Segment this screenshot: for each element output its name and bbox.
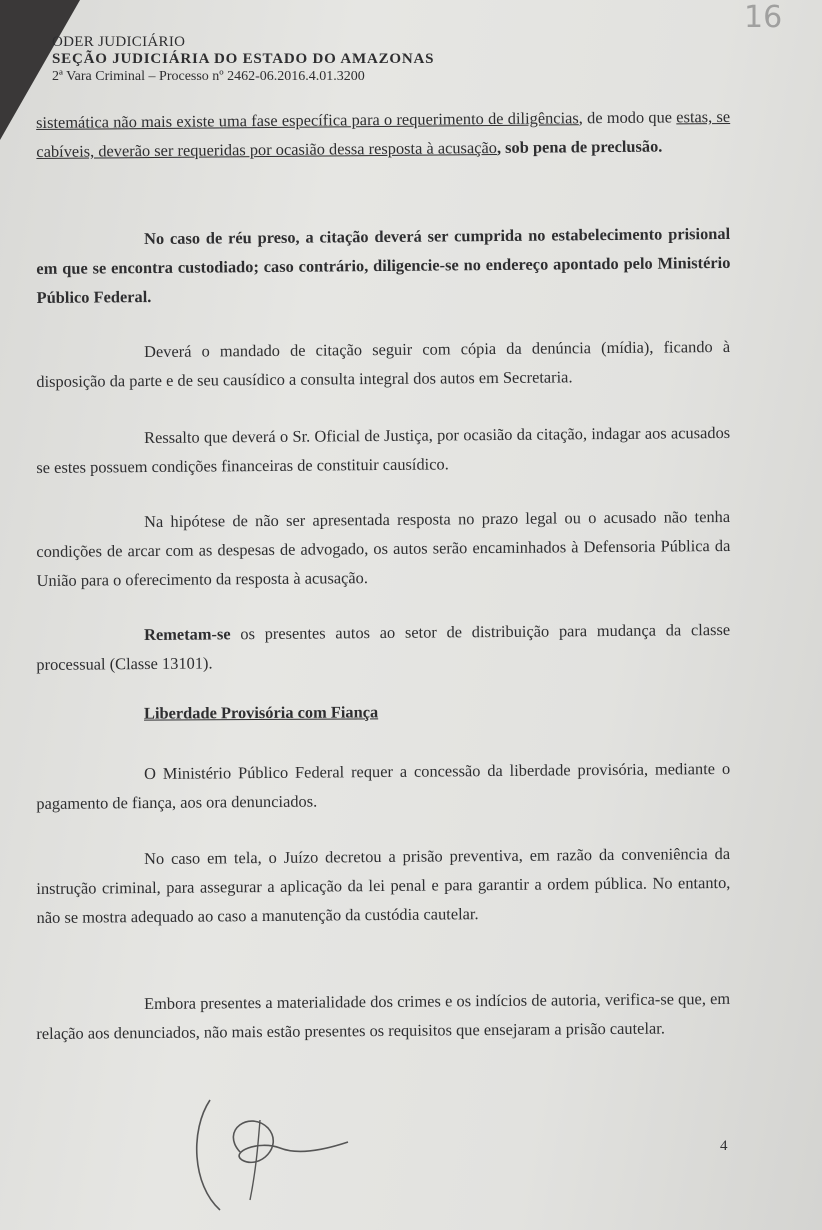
p8-text: No caso em tela, o Juízo decretou a prisão preventiva, em razão da conveniência da instrução criminal, para assegurar a aplicação da lei penal e para garantir a ordem pública. No entanto, não se mostra adequado ao caso a manutenção da custódia cautelar. (36, 843, 731, 927)
header-line-3: 2ª Vara Criminal – Processo nº 2462-06.2016.4.01.3200 (52, 68, 365, 84)
paragraph-2 (36, 219, 731, 312)
paragraph-9 (36, 984, 730, 1048)
handwritten-signature (180, 1090, 360, 1220)
header-line-1: ODER JUDICIÁRIO (52, 34, 186, 50)
p3-text: Deverá o mandado de citação seguir com cópia da denúncia (mídia), ficando à disposição da parte e de seu causídico a consulta integral dos autos em Secretaria. (36, 336, 731, 391)
p1-underlined-b: estas, se cabíveis, deverão ser requeridas por ocasião dessa resposta à acusação (36, 106, 731, 161)
p7-text: O Ministério Público Federal requer a concessão da liberdade provisória, mediante o pagamento de fiança, aos ora denunciados. (36, 758, 731, 813)
paragraph-3 (36, 332, 730, 396)
page-number: 4 (720, 1138, 728, 1154)
paragraph-7 (36, 754, 730, 818)
paragraph-6 (36, 615, 730, 679)
p2-text: No caso de réu preso, a citação deverá ser cumprida no estabelecimento prisional em que se encontra custodiado; caso contrário, diligencie-se no endereço apontado pelo Ministério Público Federal. (36, 223, 731, 307)
document-header (52, 34, 434, 85)
p1-underlined-a: sistemática não mais existe uma fase específica para o requerimento de diligências (36, 108, 579, 132)
paragraph-8 (36, 839, 731, 932)
p6-bold: Remetam-se (144, 624, 231, 645)
p5-text: Na hipótese de não ser apresentada resposta no prazo legal ou o acusado não tenha condições de arcar com as despesas de advogado, os autos serão encaminhados à Defensoria Pública da União para o oferecimento da resposta à acusação. (36, 506, 731, 590)
p1-plain-a: , de modo que (578, 107, 677, 128)
paragraph-4 (36, 418, 730, 482)
handwritten-page-mark: 16 (744, 0, 783, 35)
p1-bold-tail: , sob pena de preclusão. (496, 136, 663, 157)
p6-rest: os presentes autos ao setor de distribuição para mudança da classe processual (Classe 13101). (36, 619, 731, 674)
p4-text: Ressalto que deverá o Sr. Oficial de Justiça, por ocasião da citação, indagar aos acusados se estes possuem condições financeiras de constituir causídico. (36, 422, 731, 477)
p9-text: Embora presentes a materialidade dos crimes e os indícios de autoria, verifica-se que, em relação aos denunciados, não mais estão presentes os requisitos que ensejaram a prisão cautelar. (36, 988, 731, 1043)
paragraph-5 (36, 502, 731, 595)
header-line-2: SEÇÃO JUDICIÁRIA DO ESTADO DO AMAZONAS (52, 51, 435, 68)
paragraph-1 (36, 102, 730, 166)
section-title: Liberdade Provisória com Fiança (143, 702, 379, 723)
